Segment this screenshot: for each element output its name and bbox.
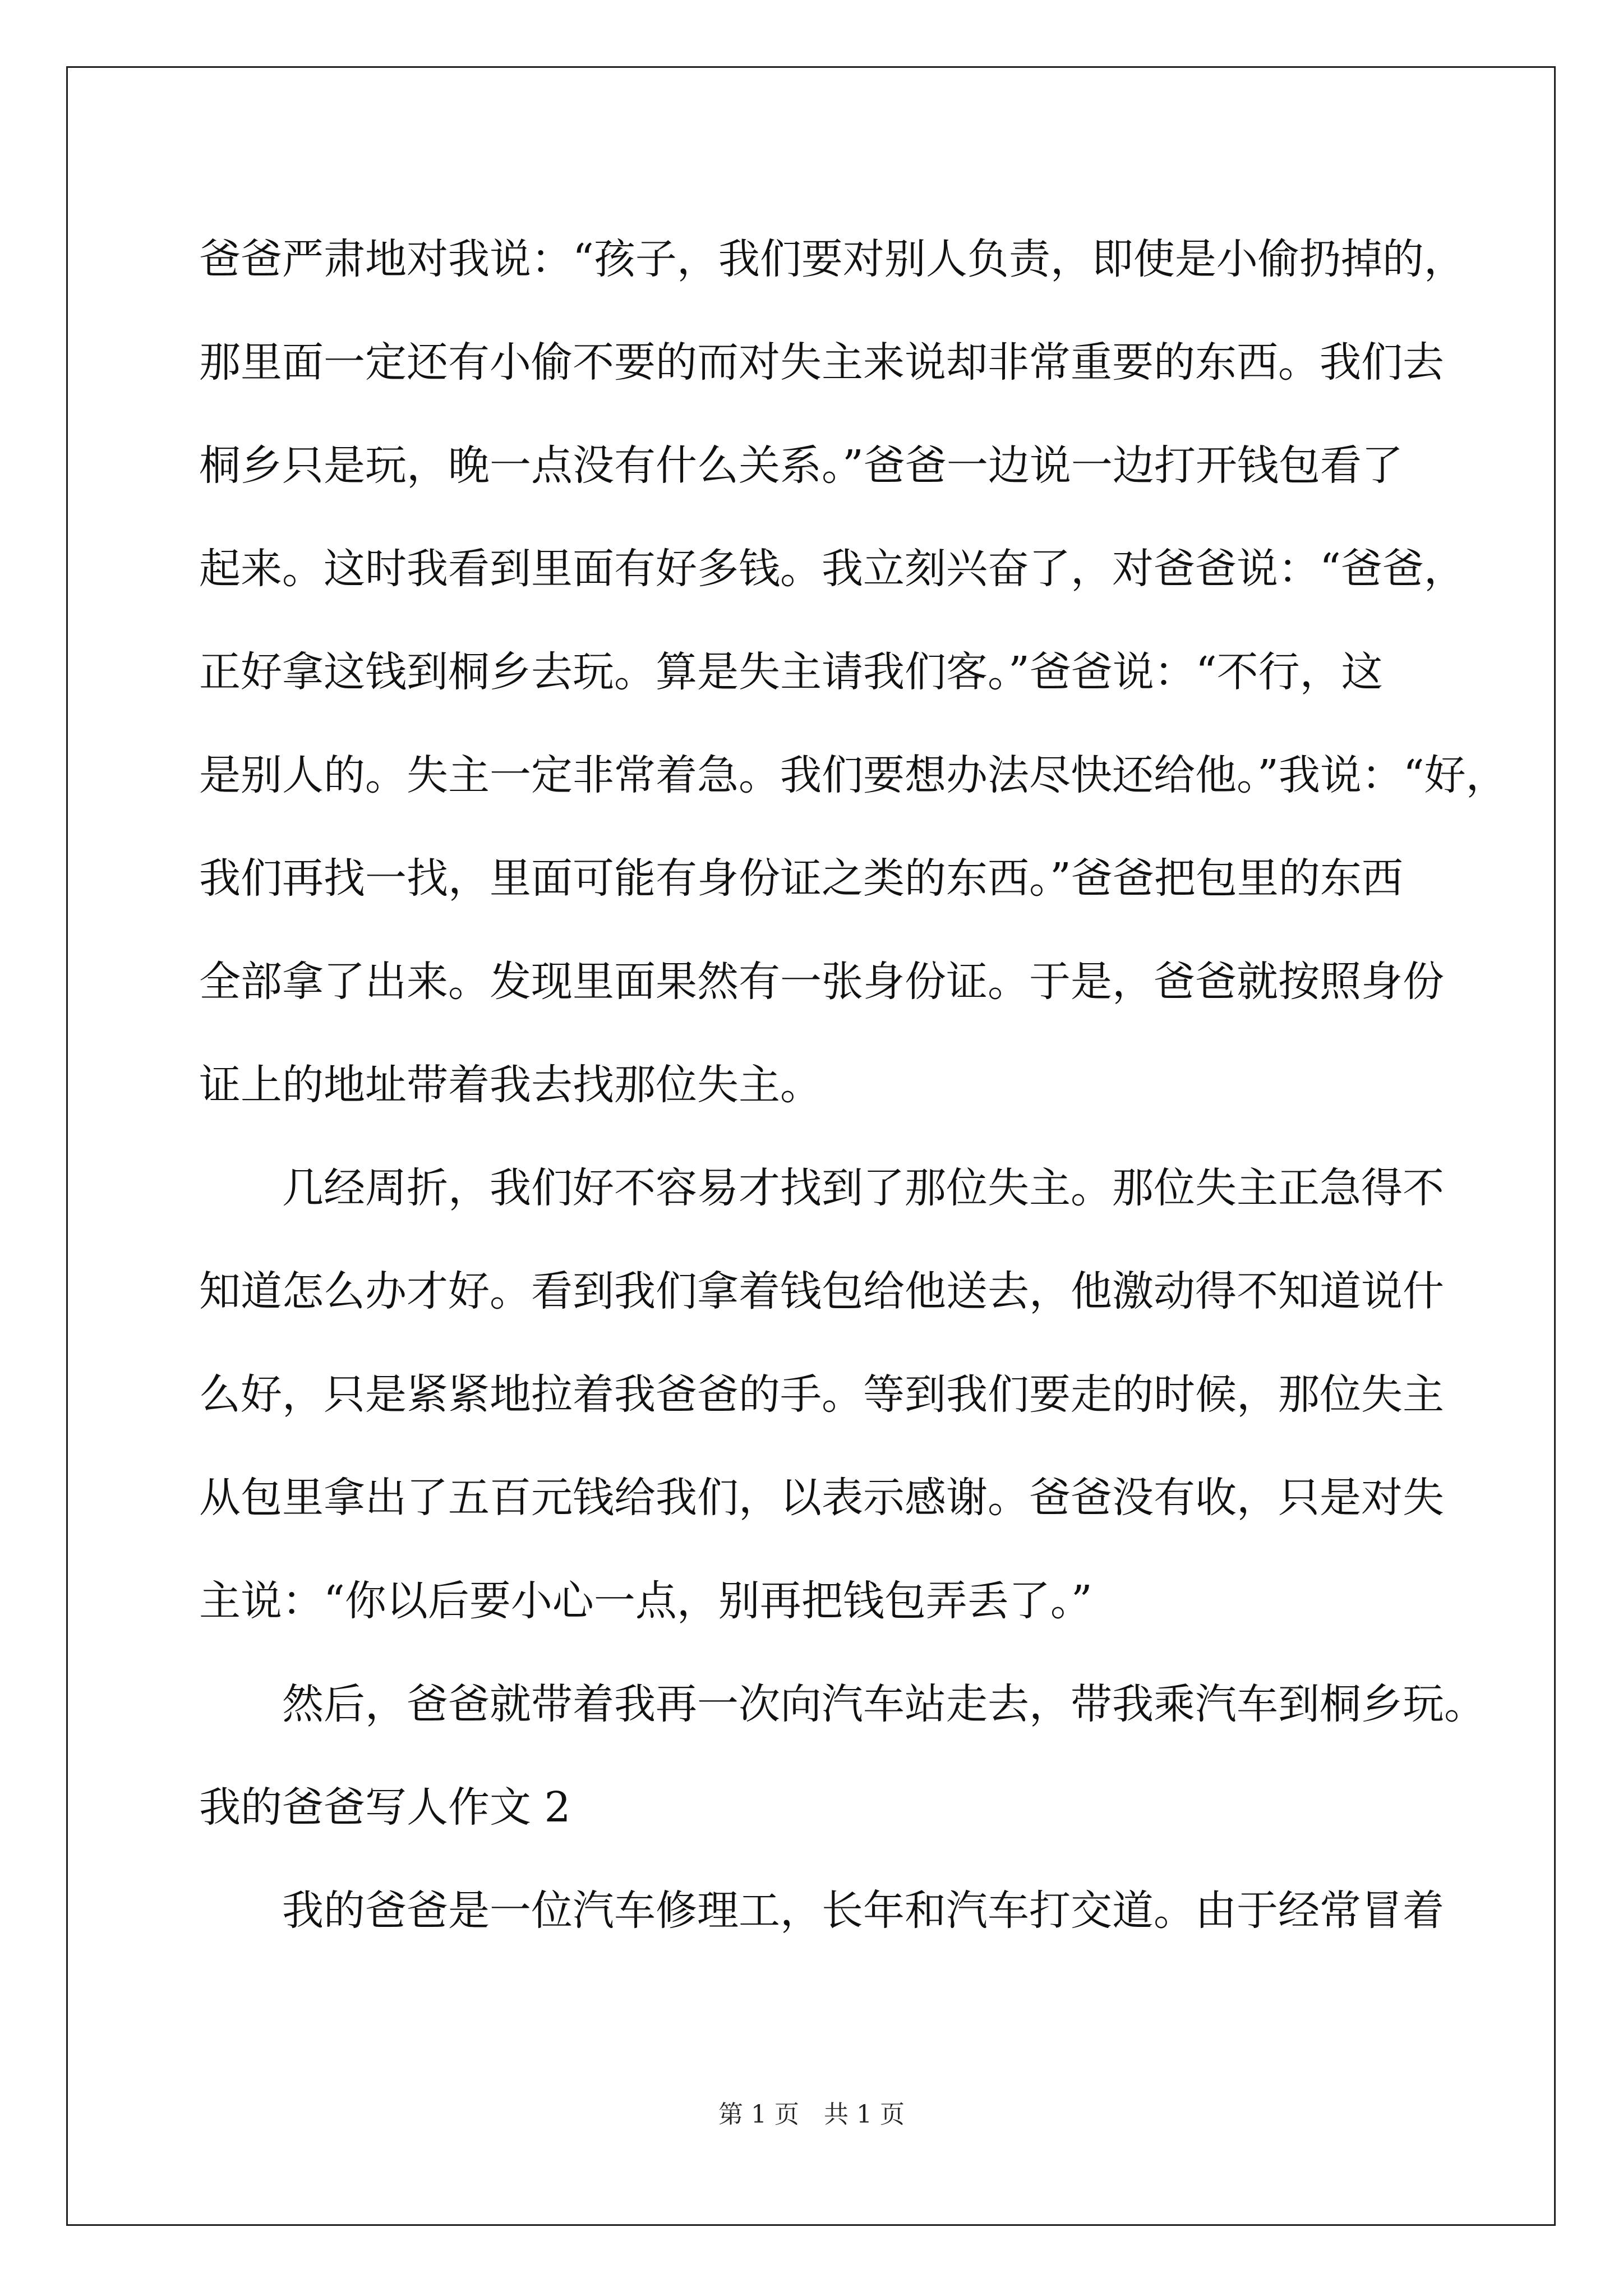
- section-heading: 我的爸爸写人作文 2: [199, 1783, 571, 1832]
- page-number-current: 第 1 页: [718, 2100, 799, 2129]
- paragraph-start-line: 然后，爸爸就带着我再一次向汽车站走去，带我乘汽车到桐乡玩。: [282, 1680, 1486, 1728]
- text-line: 从包里拿出了五百元钱给我们，以表示感谢。爸爸没有收，只是对失: [199, 1474, 1444, 1522]
- text-line: 我们再找一找，里面可能有身份证之类的东西。”爸爸把包里的东西: [199, 854, 1403, 903]
- text-line: 全部拿了出来。发现里面果然有一张身份证。于是，爸爸就按照身份: [199, 958, 1444, 1006]
- text-line: 知道怎么办才好。看到我们拿着钱包给他送去，他激动得不知道说什: [199, 1267, 1444, 1315]
- paragraph-start-line: 几经周折，我们好不容易才找到了那位失主。那位失主正急得不: [282, 1164, 1444, 1212]
- text-line: 正好拿这钱到桐乡去玩。算是失主请我们客。”爸爸说：“不行，这: [199, 648, 1383, 696]
- text-line: 桐乡只是玩，晚一点没有什么关系。”爸爸一边说一边打开钱包看了: [199, 441, 1403, 490]
- text-line: 那里面一定还有小偷不要的而对失主来说却非常重要的东西。我们去: [199, 338, 1444, 386]
- page-number-total: 共 1 页: [824, 2100, 905, 2129]
- paragraph-start-line: 我的爸爸是一位汽车修理工，长年和汽车打交道。由于经常冒着: [282, 1887, 1444, 1935]
- text-line: 证上的地址带着我去找那位失主。: [199, 1061, 822, 1109]
- document-body: [199, 208, 1507, 1962]
- text-line: 起来。这时我看到里面有好多钱。我立刻兴奋了，对爸爸说：“爸爸，: [199, 545, 1465, 593]
- text-line: 爸爸严肃地对我说：“孩子，我们要对别人负责，即使是小偷扔掉的，: [199, 235, 1465, 283]
- page-footer: [0, 2098, 1623, 2132]
- text-line: 么好，只是紧紧地拉着我爸爸的手。等到我们要走的时候，那位失主: [199, 1370, 1444, 1419]
- text-line: 主说：“你以后要小心一点，别再把钱包弄丢了。”: [199, 1577, 1092, 1625]
- text-line: 是别人的。失主一定非常着急。我们要想办法尽快还给他。”我说：“好，: [199, 751, 1507, 799]
